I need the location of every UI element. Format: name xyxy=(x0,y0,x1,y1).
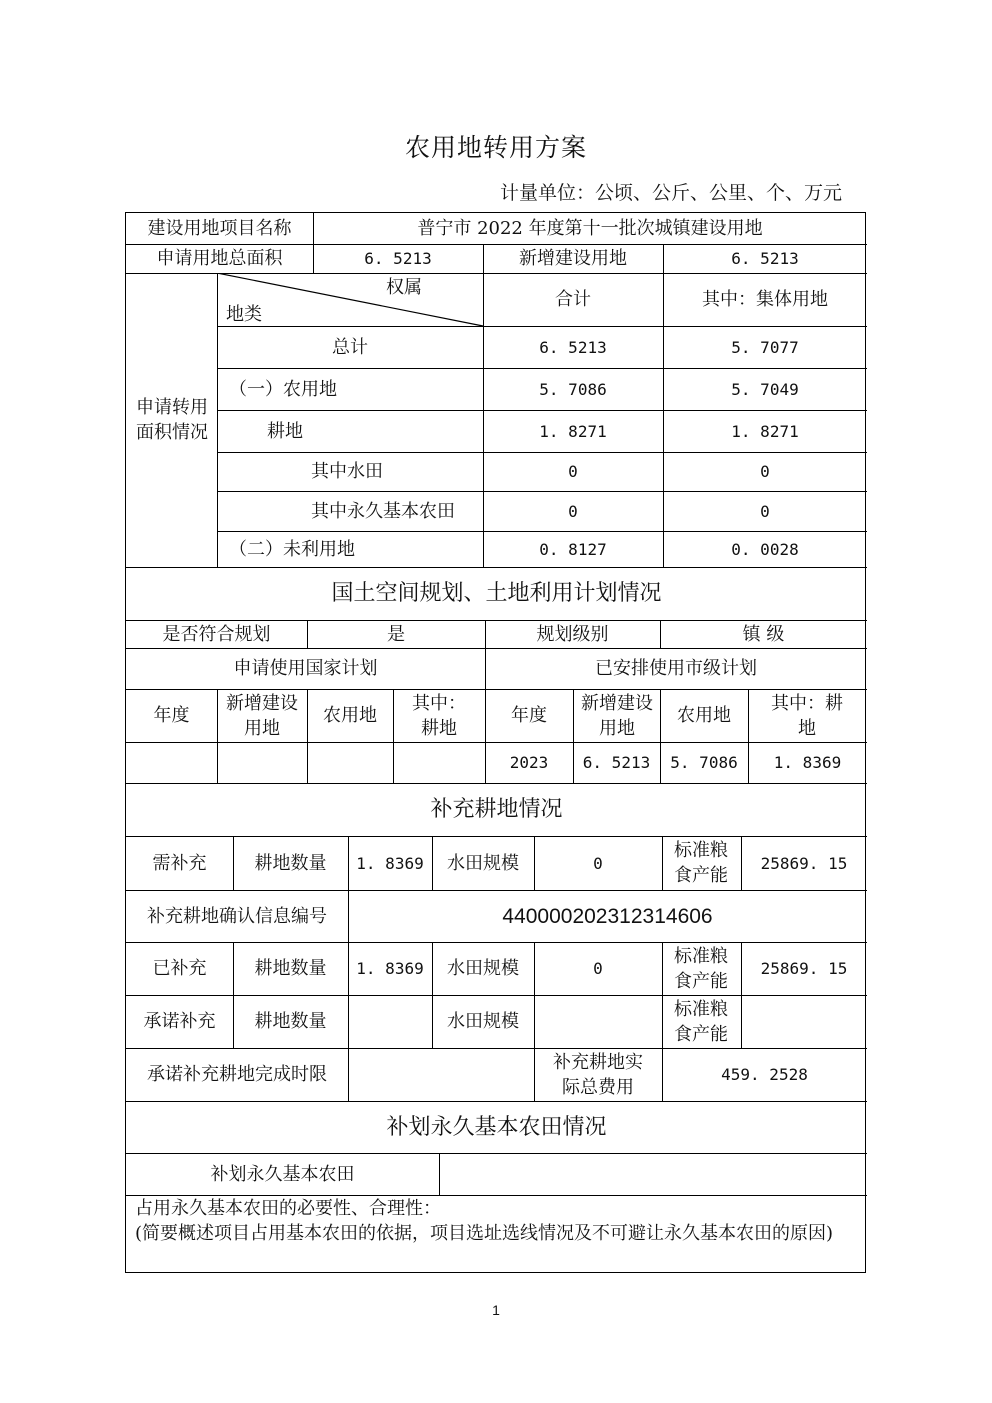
need-grain-label: 标准粮食产能 xyxy=(674,840,728,886)
col-collective-header: 其中：集体用地 xyxy=(702,289,828,310)
done-grain-value: 25869. 15 xyxy=(760,959,848,978)
basic-farmland-row-value xyxy=(439,1153,867,1195)
new-construction-label: 新增建设用地 xyxy=(519,248,627,269)
row-label-agricultural: （一）农用地 xyxy=(229,378,337,400)
row-label-paddy: 其中水田 xyxy=(311,461,383,482)
necessity-note xyxy=(135,1196,865,1246)
confirm-id-value: 440000202312314606 xyxy=(502,904,713,928)
done-arable-qty-label: 耕地数量 xyxy=(254,958,327,979)
deadline-label: 承诺补充耕地完成时限 xyxy=(147,1064,327,1085)
document-title: 农用地转用方案 xyxy=(404,133,587,162)
plan-value-new-construction-city: 6. 5213 xyxy=(582,753,651,772)
new-construction-value: 6. 5213 xyxy=(731,249,799,268)
confirm-id-label: 补充耕地确认信息编号 xyxy=(147,905,327,927)
need-supplement-label: 需补充 xyxy=(152,852,207,874)
row-unused-collective: 0. 0028 xyxy=(731,539,799,559)
national-plan-label: 申请使用国家计划 xyxy=(233,658,378,679)
page-number: 1 xyxy=(492,1302,500,1318)
promise-supplement-label: 承诺补充 xyxy=(143,1011,216,1032)
conversion-form-table xyxy=(125,212,866,1273)
need-arable-qty-label: 耕地数量 xyxy=(254,852,327,874)
plan-value-agricultural-national xyxy=(307,742,393,783)
row-paddy-collective: 0 xyxy=(760,462,770,481)
plan-header-arable-city: 其中：耕地 xyxy=(771,692,843,739)
promise-paddy-value xyxy=(534,995,662,1048)
row-agricultural-total: 5. 7086 xyxy=(539,379,607,399)
project-name-label: 建设用地项目名称 xyxy=(147,218,292,239)
conform-value: 是 xyxy=(387,623,405,645)
plan-value-arable-city: 1. 8369 xyxy=(773,753,842,772)
supplement-section-title: 补充耕地情况 xyxy=(430,797,563,822)
row-agricultural-collective: 5. 7049 xyxy=(731,379,799,399)
row-total-value: 6. 5213 xyxy=(539,337,607,357)
unit-line: 计量单位：公顷、公斤、公里、个、万元 xyxy=(499,182,842,204)
need-arable-qty-value: 1. 8369 xyxy=(356,853,424,873)
plan-header-new-construction-city: 新增建设用地 xyxy=(581,692,653,739)
plan-level-label: 规划级别 xyxy=(536,623,609,645)
promise-arable-qty-label: 耕地数量 xyxy=(254,1011,327,1032)
done-paddy-label: 水田规模 xyxy=(447,958,519,979)
row-label-unused: （二）未利用地 xyxy=(229,538,355,560)
plan-header-new-construction-national: 新增建设用地 xyxy=(226,692,298,739)
plan-header-arable-national: 其中：耕地 xyxy=(412,692,466,739)
done-supplement-label: 已补充 xyxy=(152,958,207,979)
col-total-header: 合计 xyxy=(555,289,591,310)
basic-farmland-section-title: 补划永久基本农田情况 xyxy=(386,1114,607,1140)
cost-label: 补充耕地实际总费用 xyxy=(553,1051,643,1098)
plan-header-agricultural-national: 农用地 xyxy=(323,705,377,726)
row-arable-total: 1. 8271 xyxy=(539,421,607,441)
promise-arable-qty-value xyxy=(348,995,432,1048)
total-area-label: 申请用地总面积 xyxy=(156,248,283,269)
deadline-value xyxy=(348,1048,534,1101)
diagonal-header-owner: 权属 xyxy=(386,277,422,298)
row-total-collective: 5. 7077 xyxy=(731,337,799,357)
need-paddy-label: 水田规模 xyxy=(447,852,519,874)
cost-value: 459. 2528 xyxy=(721,1065,808,1084)
promise-paddy-label: 水田规模 xyxy=(447,1011,519,1032)
plan-header-year-national: 年度 xyxy=(153,705,190,726)
need-paddy-value: 0 xyxy=(593,853,603,873)
project-name-value: 普宁市 2022 年度第十一批次城镇建设用地 xyxy=(417,218,763,239)
conform-label: 是否符合规划 xyxy=(162,623,271,645)
promise-grain-label: 标准粮食产能 xyxy=(674,998,728,1045)
plan-level-value: 镇 级 xyxy=(742,623,785,645)
row-paddy-total: 0 xyxy=(568,462,578,481)
plan-header-year-city: 年度 xyxy=(511,705,547,726)
row-label-arable: 耕地 xyxy=(267,420,303,442)
plan-value-year-national xyxy=(126,742,217,783)
row-label-permanent-farmland: 其中永久基本农田 xyxy=(311,500,455,522)
row-label-total: 总计 xyxy=(332,336,368,358)
planning-section-title: 国土空间规划、土地利用计划情况 xyxy=(331,581,662,606)
row-unused-total: 0. 8127 xyxy=(539,539,607,559)
done-paddy-value: 0 xyxy=(593,959,603,978)
row-permanent-total: 0 xyxy=(568,501,578,521)
plan-value-new-construction-national xyxy=(217,742,307,783)
necessity-description: (简要概述项目占用基本农田的依据，项目选址选线情况及不可避让永久基本农田的原因) xyxy=(135,1223,834,1244)
plan-value-agricultural-city: 5. 7086 xyxy=(670,753,738,772)
promise-grain-value xyxy=(741,995,867,1048)
row-arable-collective: 1. 8271 xyxy=(731,421,799,441)
conversion-side-label: 申请转用面积情况 xyxy=(136,397,208,443)
basic-farmland-row-label: 补划永久基本农田 xyxy=(210,1163,355,1185)
row-permanent-collective: 0 xyxy=(760,501,770,521)
city-plan-label: 已安排使用市级计划 xyxy=(595,658,757,679)
plan-value-arable-national xyxy=(393,742,485,783)
diagonal-header-land-type: 地类 xyxy=(226,304,262,325)
total-area-value: 6. 5213 xyxy=(364,249,432,268)
plan-value-year-city: 2023 xyxy=(509,753,549,772)
necessity-title: 占用永久基本农田的必要性、合理性： xyxy=(135,1198,441,1219)
plan-header-agricultural-city: 农用地 xyxy=(677,705,731,726)
done-arable-qty-value: 1. 8369 xyxy=(356,959,424,978)
need-grain-value: 25869. 15 xyxy=(760,853,848,873)
done-grain-label: 标准粮食产能 xyxy=(674,945,728,992)
